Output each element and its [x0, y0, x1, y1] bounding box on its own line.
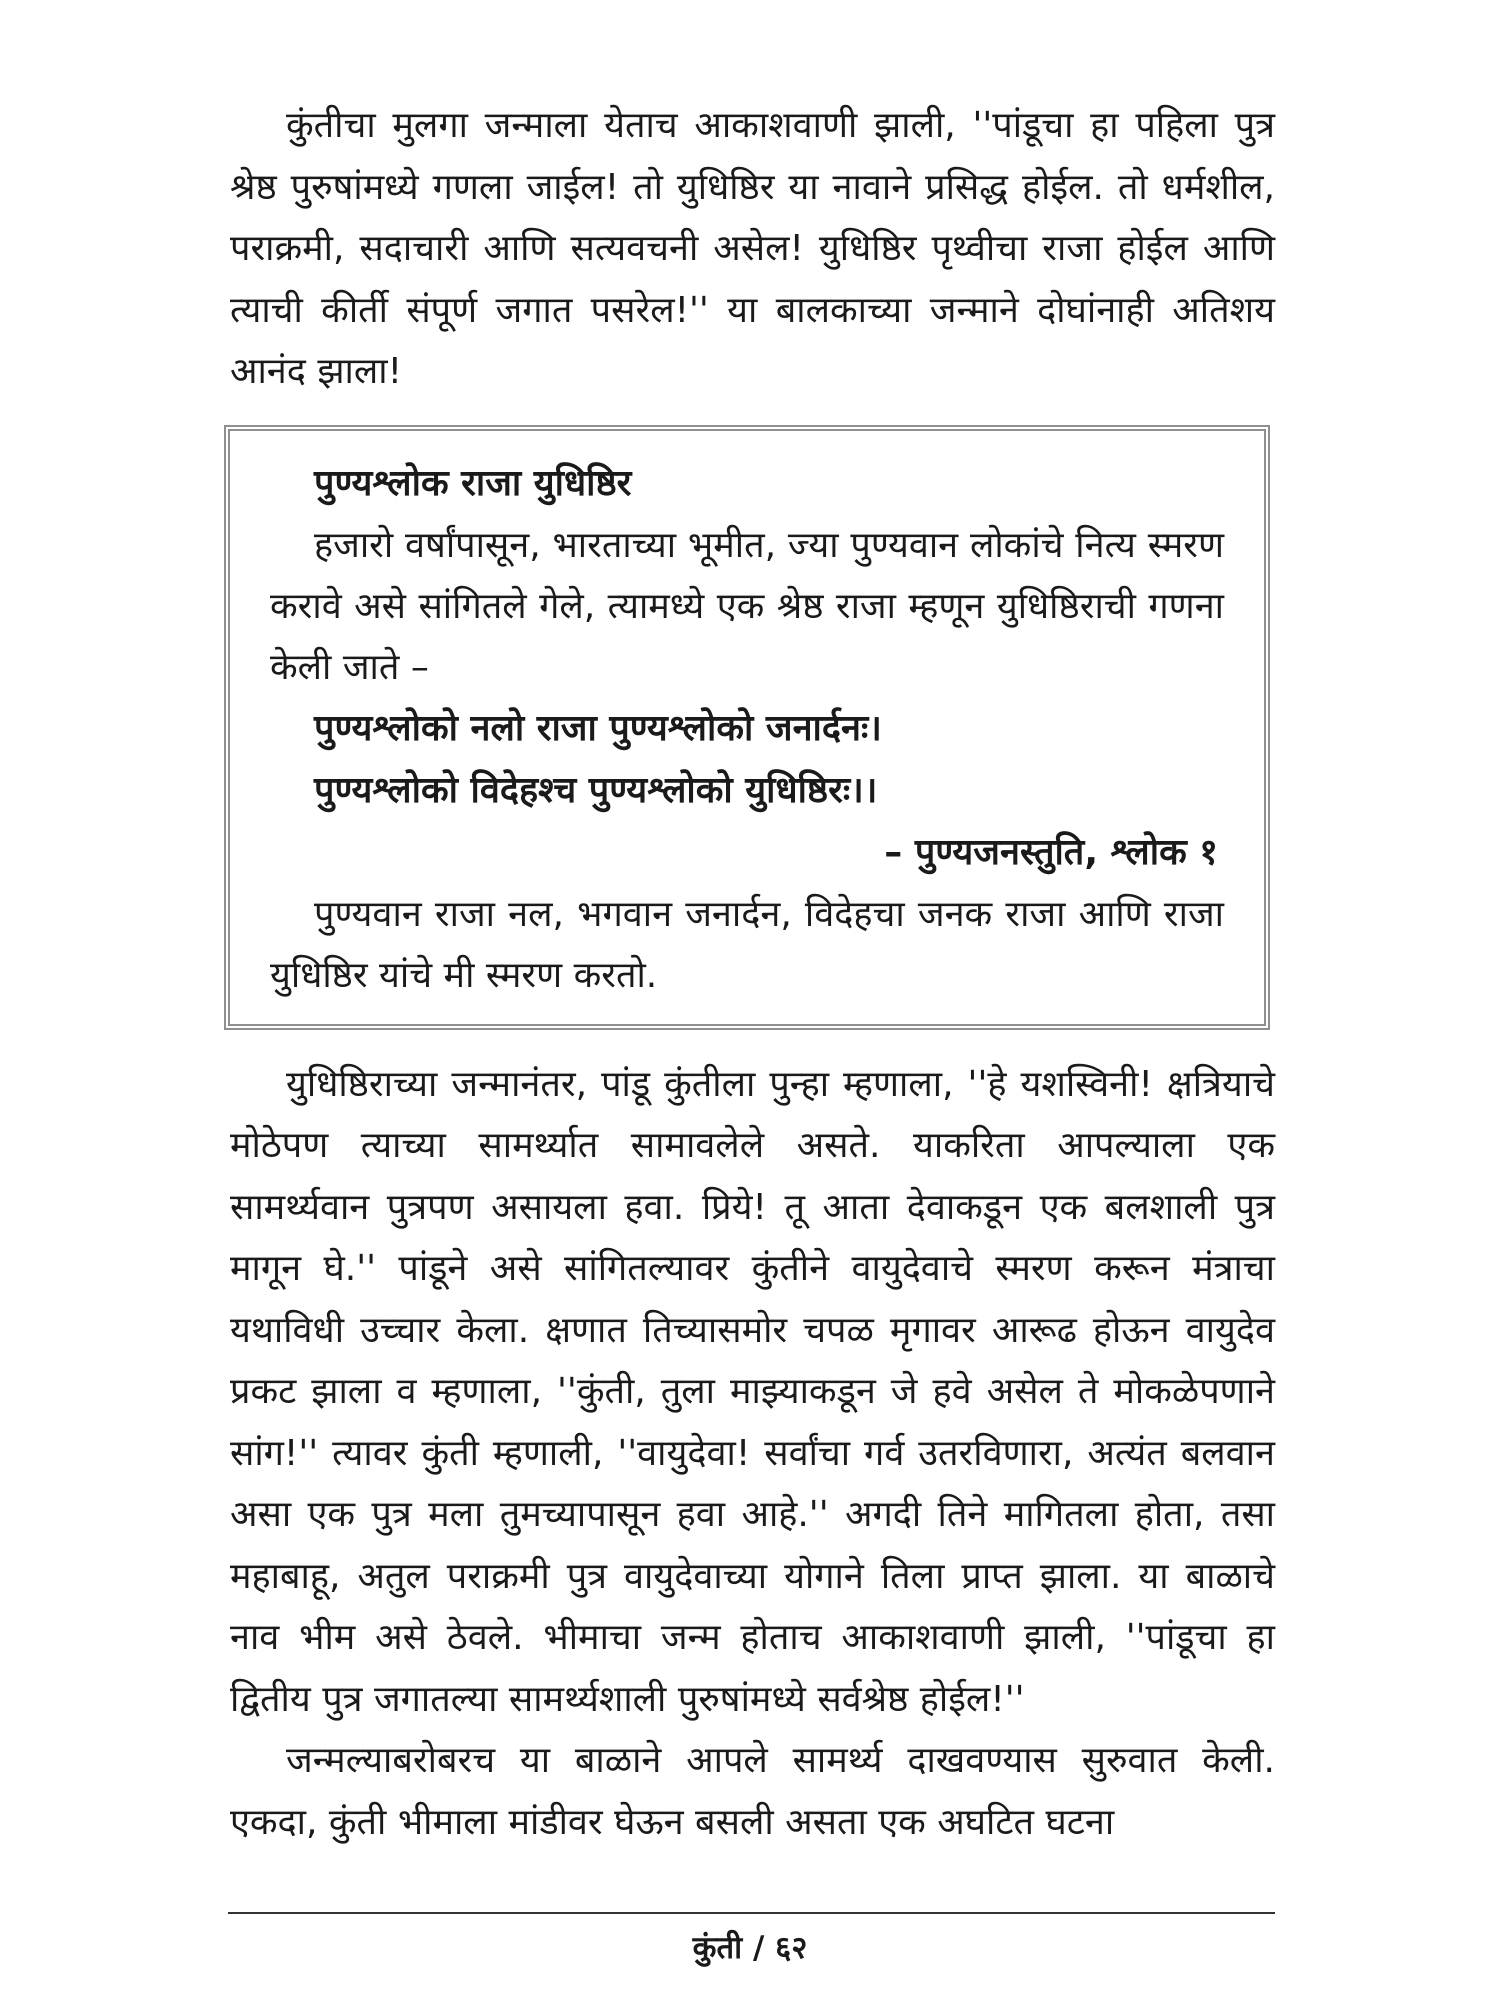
shloka-source: – पुण्यजनस्तुति, श्लोक १: [884, 831, 1218, 873]
info-box-title: पुण्यश्लोक राजा युधिष्ठिर: [314, 462, 632, 504]
page-body: [230, 95, 1275, 1853]
paragraph-bhima-strength: जन्मल्याबरोबरच या बाळाने आपले सामर्थ्य दाखवण्यास सुरुवात केली. एकदा, कुंती भीमाला मांडीवर घेऊन बसली असता एक अघटित घटना: [230, 1740, 1275, 1843]
paragraph-birth-yudhishthira: कुंतीचा मुलगा जन्माला येताच आकाशवाणी झाली, ''पांडूचा हा पहिला पुत्र श्रेष्ठ पुरुषांमध्ये गणला जाईल! तो युधिष्ठिर या नावाने प्रसिद्ध होईल. तो धर्मशील, पराक्रमी, सदाचारी आणि सत्यवचनी असेल! युधिष्ठिर पृथ्वीचा राजा होईल आणि त्याची कीर्ती संपूर्ण जगात पसरेल!'' या बालकाच्या जन्माने दोघांनाही अतिशय आनंद झाला!: [230, 105, 1275, 392]
paragraph-birth-bhima: युधिष्ठिराच्या जन्मानंतर, पांडू कुंतीला पुन्हा म्हणाला, ''हे यशस्विनी! क्षत्रियाचे मोठेपण त्याच्या सामर्थ्यात सामावलेले असते. याकरिता आपल्याला एक सामर्थ्यवान पुत्रपण असायला हवा. प्रिये! तू आता देवाकडून एक बलशाली पुत्र मागून घे.'' पांडूने असे सांगितल्यावर कुंतीने वायुदेवाचे स्मरण करून मंत्राचा यथाविधी उच्चार केला. क्षणात तिच्यासमोर चपळ मृगावर आरूढ होऊन वायुदेव प्रकट झाला व म्हणाला, ''कुंती, तुला माझ्याकडून जे हवे असेल ते मोकळेपणाने सांग!'' त्यावर कुंती म्हणाली, ''वायुदेवा! सर्वांचा गर्व उतरविणारा, अत्यंत बलवान असा एक पुत्र मला तुमच्यापासून हवा आहे.'' अगदी तिने मागितला होता, तसा महाबाहू, अतुल पराक्रमी पुत्र वायुदेवाच्या योगाने तिला प्राप्त झाला. या बाळाचे नाव भीम असे ठेवले. भीमाचा जन्म होताच आकाशवाणी झाली, ''पांडूचा हा द्वितीय पुत्र जगातल्या सामर्थ्यशाली पुरुषांमध्ये सर्वश्रेष्ठ होईल!'': [230, 1063, 1275, 1720]
shloka-line-1: पुण्यश्लोको नलो राजा पुण्यश्लोको जनार्दनः।: [314, 707, 882, 749]
page-footer: कुंती / ६२: [692, 1930, 808, 1966]
footer-divider: [228, 1912, 1275, 1914]
info-box-yudhishthira: [224, 425, 1270, 1030]
info-box-meaning: पुण्यवान राजा नल, भगवान जनार्दन, विदेहचा जनक राजा आणि राजा युधिष्ठिर यांचे मी स्मरण करतो.: [270, 893, 1224, 996]
shloka-line-2: पुण्यश्लोको विदेहश्च पुण्यश्लोको युधिष्ठिरः।।: [314, 769, 878, 811]
info-box-intro: हजारो वर्षांपासून, भारताच्या भूमीत, ज्या पुण्यवान लोकांचे नित्य स्मरण करावे असे सांगितले गेले, त्यामध्ये एक श्रेष्ठ राजा म्हणून युधिष्ठिराची गणना केली जाते –: [270, 524, 1224, 688]
